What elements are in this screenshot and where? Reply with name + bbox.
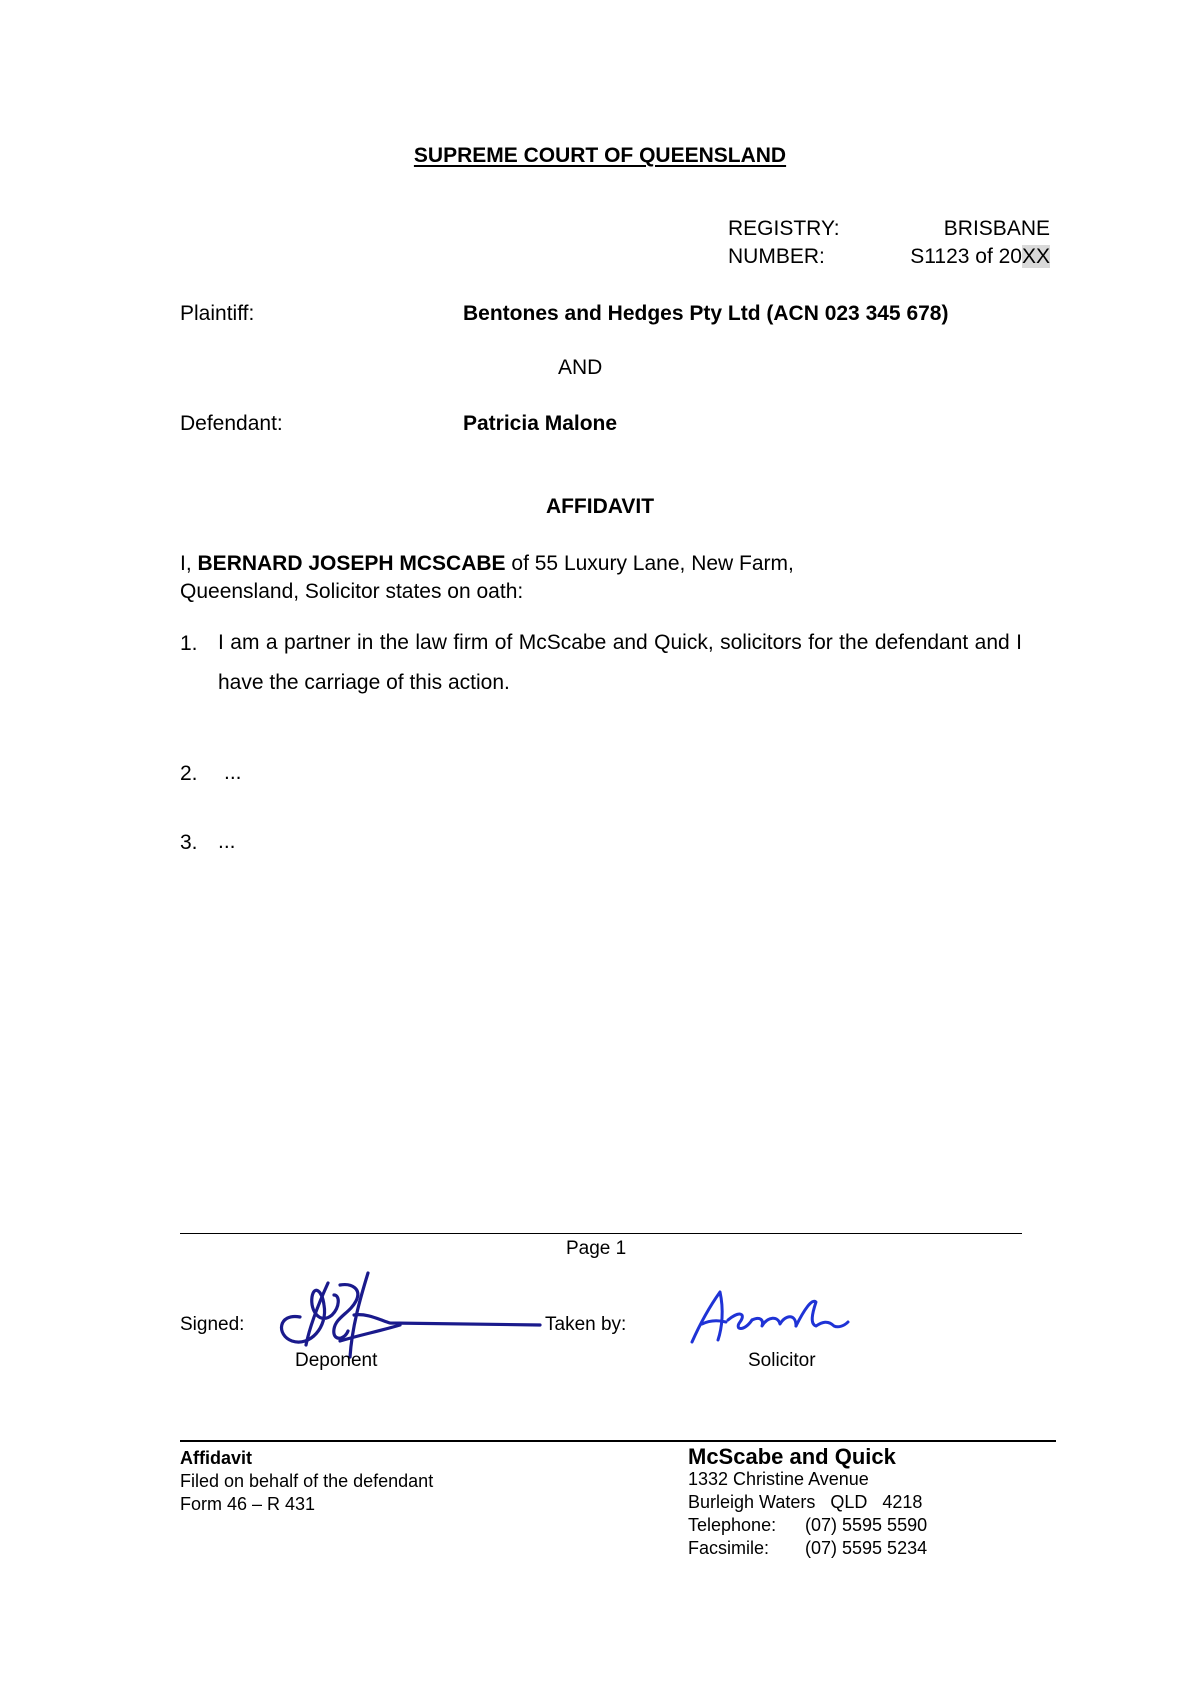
plaintiff-label: Plaintiff: (180, 302, 255, 325)
footer-divider (180, 1440, 1056, 1442)
and-separator: AND (558, 356, 603, 379)
registry-label: REGISTRY: (728, 217, 840, 240)
number-label: NUMBER: (728, 245, 825, 268)
registry-value: BRISBANE (943, 217, 1050, 240)
paragraph-text: I am a partner in the law firm of McScabe and Quick, solicitors for the defendant and I have the carriage of this action. (218, 631, 1022, 694)
plaintiff-name: Bentones and Hedges Pty Ltd (ACN 023 345 678) (463, 302, 949, 325)
solicitor-label: Solicitor (748, 1350, 816, 1371)
firm-address-line1: 1332 Christine Avenue (688, 1469, 869, 1489)
paragraph-3 (180, 831, 380, 861)
paragraph-text: ... (224, 761, 242, 784)
telephone-value: (07) 5595 5590 (805, 1515, 928, 1535)
firm-telephone (688, 1514, 927, 1537)
paragraph-number: 2. (180, 762, 198, 785)
filing-on-behalf: Filed on behalf of the defendant (180, 1471, 434, 1491)
signature-divider (180, 1233, 1022, 1234)
intro-prefix: I, (180, 552, 198, 575)
affidavit-intro (180, 550, 900, 606)
intro-suffix: of 55 Luxury Lane, New Farm, Queensland, Solicitor states on oath: (180, 552, 794, 603)
number-value-main: S1123 of 20 (910, 245, 1022, 268)
defendant-name: Patricia Malone (463, 412, 618, 435)
paragraph-number: 3. (180, 831, 198, 854)
solicitor-signature-icon (688, 1280, 858, 1350)
filing-doc-type: Affidavit (180, 1448, 252, 1468)
facsimile-value: (07) 5595 5234 (805, 1538, 928, 1558)
paragraph-text: ... (218, 830, 236, 853)
deponent-name: BERNARD JOSEPH MCSCABE (197, 552, 506, 575)
filing-form: Form 46 – R 431 (180, 1494, 316, 1514)
filing-details (180, 1447, 433, 1516)
signed-label: Signed: (180, 1314, 245, 1335)
paragraph-2 (180, 762, 380, 792)
telephone-label: Telephone: (688, 1515, 777, 1535)
defendant-label: Defendant: (180, 412, 283, 435)
number-value (910, 245, 1050, 269)
deponent-signature-icon (270, 1255, 550, 1365)
taken-by-label: Taken by: (545, 1314, 627, 1335)
paragraph-1 (180, 632, 1022, 712)
number-placeholder: XX (1021, 245, 1050, 268)
page-number: Page 1 (566, 1238, 627, 1259)
affidavit-heading: AFFIDAVIT (545, 495, 655, 518)
deponent-label: Deponent (295, 1350, 378, 1371)
firm-name: McScabe and Quick (688, 1444, 896, 1469)
firm-facsimile (688, 1537, 927, 1560)
firm-address-line2: Burleigh Waters QLD 4218 (688, 1492, 923, 1512)
facsimile-label: Facsimile: (688, 1538, 770, 1558)
court-title: SUPREME COURT OF QUEENSLAND (413, 144, 787, 167)
firm-details (688, 1445, 927, 1560)
paragraph-number: 1. (180, 632, 198, 655)
